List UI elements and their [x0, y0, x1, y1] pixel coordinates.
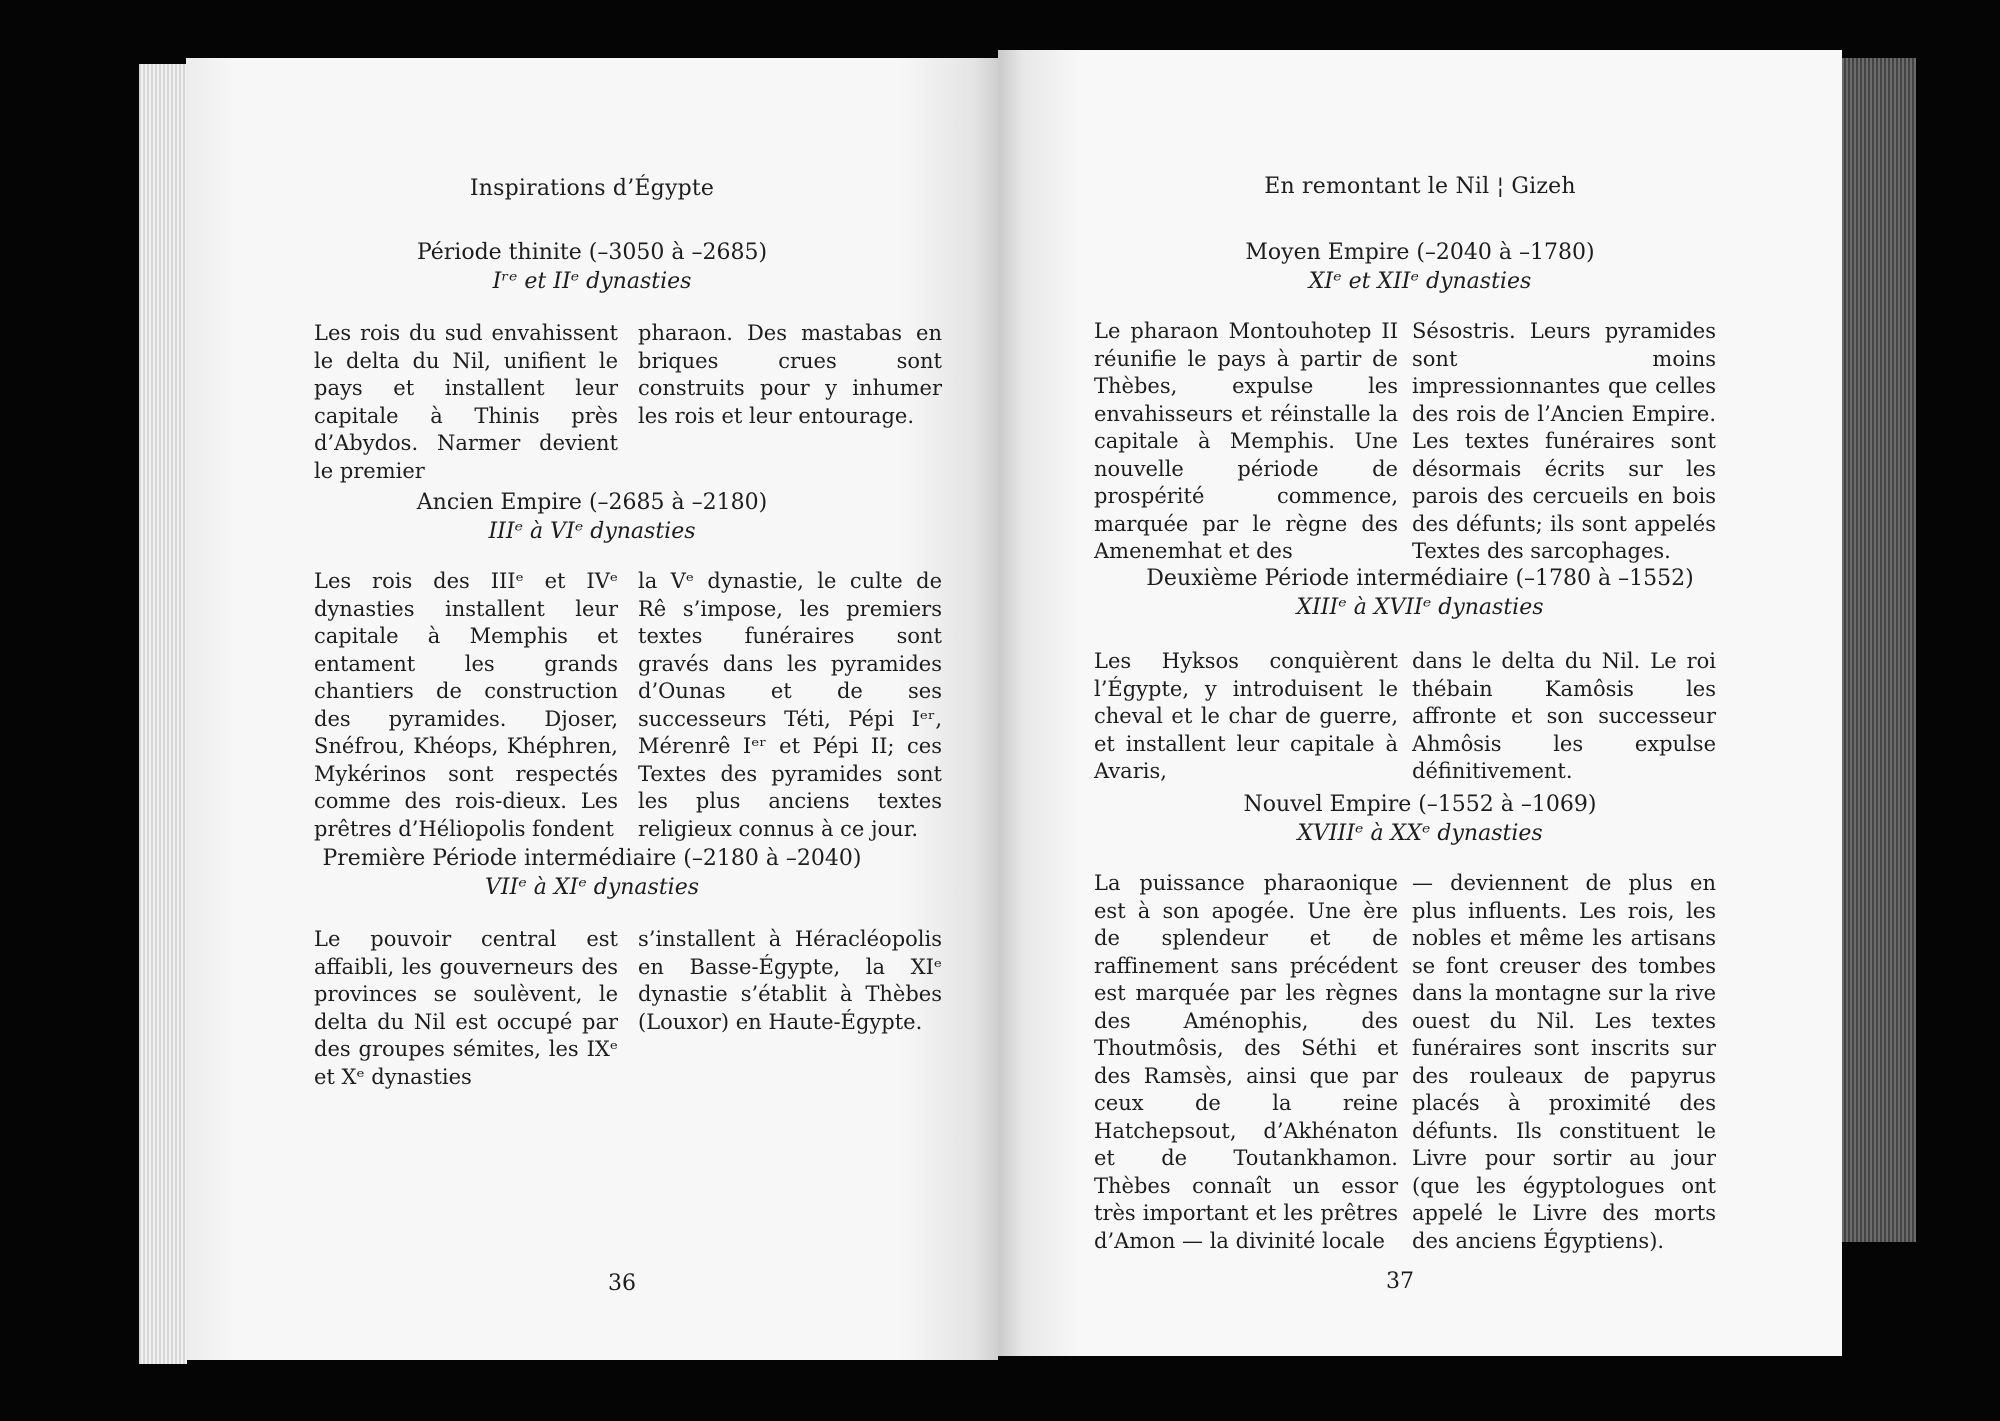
section-subtitle: IIIᵉ à VIᵉ dynasties — [488, 519, 696, 544]
section-heading — [998, 238, 1842, 296]
section-title: Ancien Empire (–2685 à –2180) — [416, 490, 768, 515]
right-page — [998, 50, 1842, 1356]
section-title: Moyen Empire (–2040 à –1780) — [1245, 240, 1595, 265]
text-column-1: Les Hyksos conquièrent l’Égypte, y introduisent le cheval et le char de guerre, et installent leur capitale à Avaris, — [1094, 649, 1398, 783]
section-heading — [998, 564, 1842, 622]
section-heading — [186, 238, 998, 296]
section-subtitle: XIIIᵉ à XVIIᵉ dynasties — [1296, 595, 1544, 620]
section-heading — [186, 488, 998, 546]
text-column-2: — deviennent de plus en plus influents. Les rois, les nobles et même les artisans se font creuser des tombes dans la montagne sur la rive ouest du Nil. Les textes funéraires sont inscrits sur des rouleaux de papyrus placés à proximité des défunts. Ils constituent le Livre pour sortir au jour (que les égyptologues ont appelé le Livre des morts des anciens Égyptiens). — [1412, 871, 1716, 1253]
text-column-1: Les rois du sud envahissent le delta du Nil, unifient le pays et installent leur capitale à Thinis près d’Abydos. Narmer devient le premier — [314, 321, 618, 483]
section-title: Période thinite (–3050 à –2685) — [416, 240, 768, 265]
running-head-right: En remontant le Nil ¦ Gizeh — [1264, 174, 1576, 199]
text-column-2: pharaon. Des mastabas en briques crues sont construits pour y inhumer les rois et leur entourage. — [638, 321, 942, 428]
section-title: Deuxième Période intermédiaire (–1780 à –1552) — [1146, 566, 1694, 591]
book-page-edges-left — [139, 64, 187, 1364]
section-heading — [998, 790, 1842, 848]
text-column-2: Sésostris. Leurs pyramides sont moins impressionnantes que celles des rois de l’Ancien Empire. Les textes funéraires sont désormais écrits sur les parois des cercueils en bois des défunts; ils sont appelés Textes des sarcophages. — [1412, 319, 1716, 563]
text-column-1: Le pharaon Montouhotep II réunifie le pays à partir de Thèbes, expulse les envahisseurs et réinstalle la capitale à Memphis. Une nouvelle période de prospérité commence, marquée par le règne des Amenemhat et des — [1094, 319, 1398, 563]
section-title: Première Période intermédiaire (–2180 à –2040) — [322, 846, 862, 871]
section-title: Nouvel Empire (–1552 à –1069) — [1243, 792, 1597, 817]
left-page — [186, 58, 998, 1360]
section-subtitle: Iʳᵉ et IIᵉ dynasties — [492, 269, 692, 294]
text-column-2: la Vᵉ dynastie, le culte de Rê s’impose, les premiers textes funéraires sont gravés dans les pyramides d’Ounas et de ses successeurs Téti, Pépi Iᵉʳ, Mérenrê Iᵉʳ et Pépi II; ces Textes des pyramides sont les plus anciens textes religieux connus à ce jour. — [638, 569, 942, 841]
section-subtitle: XIᵉ et XIIᵉ dynasties — [1308, 269, 1532, 294]
book-page-edges-right — [1840, 58, 1916, 1242]
text-column-1: Les rois des IIIᵉ et IVᵉ dynasties installent leur capitale à Memphis et entament les grands chantiers de construction des pyramides. Djoser, Snéfrou, Khéops, Khéphren, Mykérinos sont respectés comme des rois-dieux. Les prêtres d’Héliopolis fondent — [314, 569, 618, 841]
section-subtitle: XVIIIᵉ à XXᵉ dynasties — [1297, 821, 1543, 846]
section-subtitle: VIIᵉ à XIᵉ dynasties — [484, 875, 700, 900]
text-column-1: Le pouvoir central est affaibli, les gouverneurs des provinces se soulèvent, le delta du Nil est occupé par des groupes sémites, les IXᵉ et Xᵉ dynasties — [314, 927, 618, 1089]
text-column-1: La puissance pharaonique est à son apogée. Une ère de splendeur et de raffinement sans précédent est marquée par les règnes des Aménophis, des Thoutmôsis, des Séthi et des Ramsès, ainsi que par ceux de la reine Hatchepsout, d’Akhénaton et de Toutankhamon. Thèbes connaît un essor très important et les prêtres d’Amon — la divinité locale — [1094, 871, 1398, 1253]
section-heading — [186, 844, 998, 902]
text-column-2: dans le delta du Nil. Le roi thébain Kamôsis les affronte et son successeur Ahmôsis les expulse définitivement. — [1412, 649, 1716, 783]
running-head-left: Inspirations d’Égypte — [469, 176, 715, 201]
text-column-2: s’installent à Héracléopolis en Basse-Égypte, la XIᵉ dynastie s’établit à Thèbes (Louxor) en Haute-Égypte. — [638, 927, 942, 1034]
page-number-right: 37 — [1386, 1269, 1414, 1294]
page-number-left: 36 — [608, 1271, 636, 1296]
